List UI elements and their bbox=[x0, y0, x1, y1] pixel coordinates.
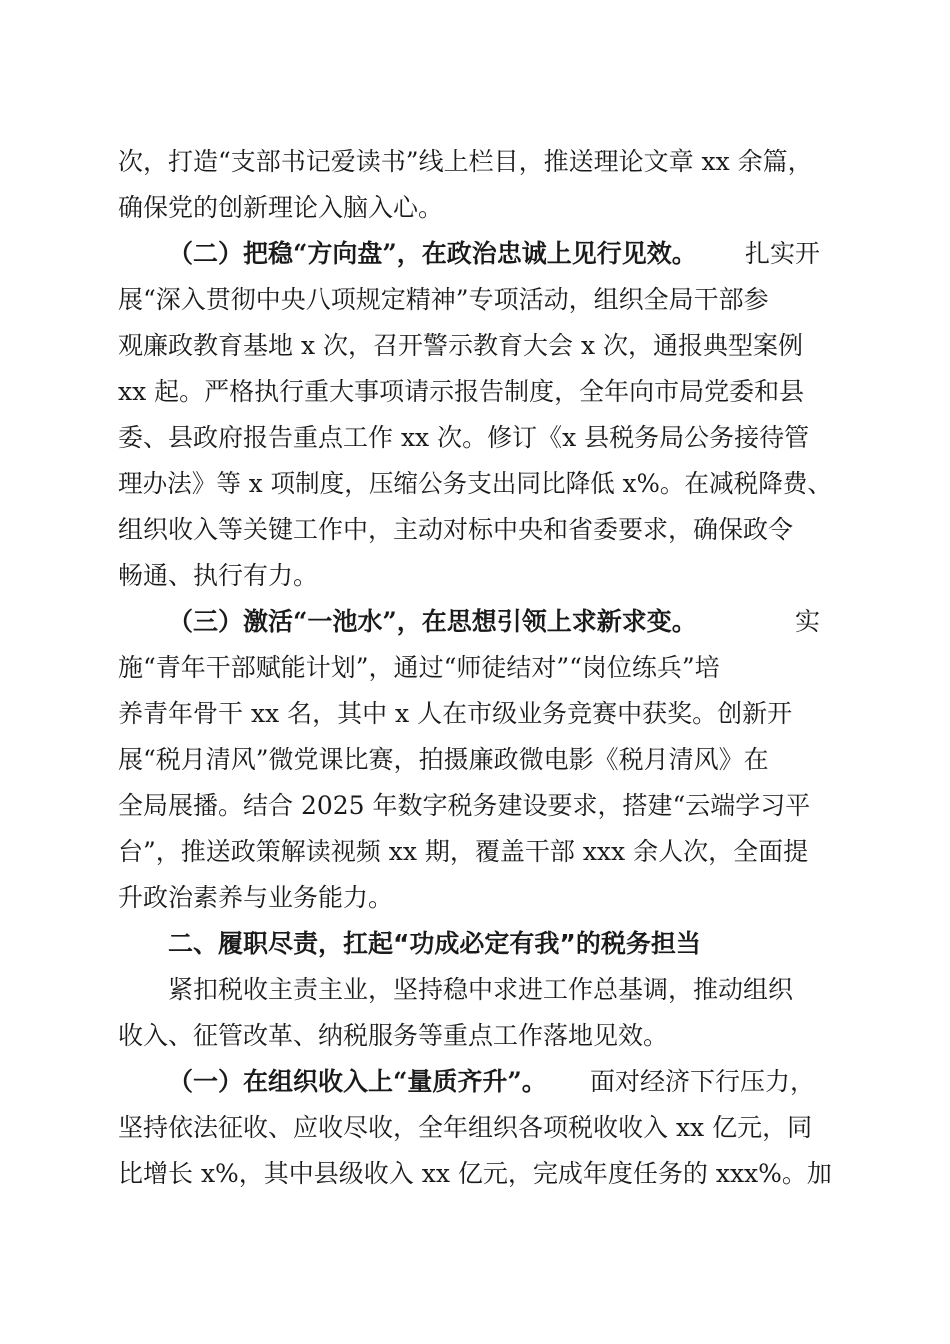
subheading-line bbox=[0, 236, 950, 272]
body-line bbox=[0, 144, 950, 180]
line-text: 展“税月清风”微党课比赛，拍摄廉政微电影《税月清风》在 bbox=[118, 745, 769, 774]
body-line bbox=[0, 190, 950, 226]
line-text: 委、县政府报告重点工作 xx 次。修订《x 县税务局公务接待管 bbox=[118, 423, 810, 452]
body-line bbox=[0, 972, 950, 1008]
line-text: 组织收入等关键工作中，主动对标中央和省委要求，确保政令 bbox=[118, 515, 794, 544]
subheading-three: （三）激活“一池水”，在思想引领上求新求变。 bbox=[168, 607, 697, 636]
body-line bbox=[0, 880, 950, 916]
body-line bbox=[0, 1110, 950, 1146]
body-line bbox=[0, 696, 950, 732]
section-heading-line bbox=[0, 926, 950, 962]
body-line bbox=[0, 420, 950, 456]
body-line bbox=[0, 788, 950, 824]
body-line bbox=[0, 742, 950, 778]
line-text: 养青年骨干 xx 名，其中 x 人在市级业务竞赛中获奖。创新开 bbox=[118, 699, 793, 728]
body-line bbox=[0, 466, 950, 502]
body-line bbox=[0, 1156, 950, 1192]
line-text: 坚持依法征收、应收尽收，全年组织各项税收收入 xx 亿元，同 bbox=[118, 1113, 813, 1142]
line-text: 紧扣税收主责主业，坚持稳中求进工作总基调，推动组织 bbox=[168, 975, 794, 1004]
body-line bbox=[0, 650, 950, 686]
line-text: 全局展播。结合 2025 年数字税务建设要求，搭建“云端学习平 bbox=[118, 791, 811, 820]
line-text: 扎实开 bbox=[745, 239, 821, 268]
body-line bbox=[0, 328, 950, 364]
body-line bbox=[0, 512, 950, 548]
line-text: xx 起。严格执行重大事项请示报告制度，全年向市局党委和县 bbox=[118, 377, 805, 406]
line-text: 升政治素养与业务能力。 bbox=[118, 883, 394, 912]
line-text: 台”，推送政策解读视频 xx 期，覆盖干部 xxx 余人次，全面提 bbox=[118, 837, 809, 866]
body-line bbox=[0, 1018, 950, 1054]
line-text: 收入、征管改革、纳税服务等重点工作落地见效。 bbox=[118, 1021, 669, 1050]
subheading-line bbox=[0, 1064, 950, 1100]
subheading-line bbox=[0, 604, 950, 640]
body-line bbox=[0, 558, 950, 594]
line-text: 比增长 x%，其中县级收入 xx 亿元，完成年度任务的 xxx%。加 bbox=[118, 1159, 832, 1188]
subheading-one: （一）在组织收入上“量质齐升”。 bbox=[168, 1067, 547, 1096]
line-text: 面对经济下行压力， bbox=[590, 1067, 816, 1096]
line-text: 理办法》等 x 项制度，压缩公务支出同比降低 x%。在减税降费、 bbox=[118, 469, 832, 498]
line-text: 畅通、执行有力。 bbox=[118, 561, 319, 590]
line-text: 确保党的创新理论入脑入心。 bbox=[118, 193, 444, 222]
section-heading: 二、履职尽责，扛起“功成必定有我”的税务担当 bbox=[168, 929, 701, 958]
line-text: 实 bbox=[795, 607, 821, 636]
subheading-two: （二）把稳“方向盘”，在政治忠诚上见行见效。 bbox=[168, 239, 697, 268]
line-text: 次，打造“支部书记爱读书”线上栏目，推送理论文章 xx 余篇， bbox=[118, 147, 813, 176]
line-text: 施“青年干部赋能计划”，通过“师徒结对”“岗位练兵”培 bbox=[118, 653, 720, 682]
line-text: 观廉政教育基地 x 次，召开警示教育大会 x 次，通报典型案例 bbox=[118, 331, 803, 360]
line-text: 展“深入贯彻中央八项规定精神”专项活动，组织全局干部参 bbox=[118, 285, 769, 314]
body-line bbox=[0, 374, 950, 410]
body-line bbox=[0, 834, 950, 870]
body-line bbox=[0, 282, 950, 318]
